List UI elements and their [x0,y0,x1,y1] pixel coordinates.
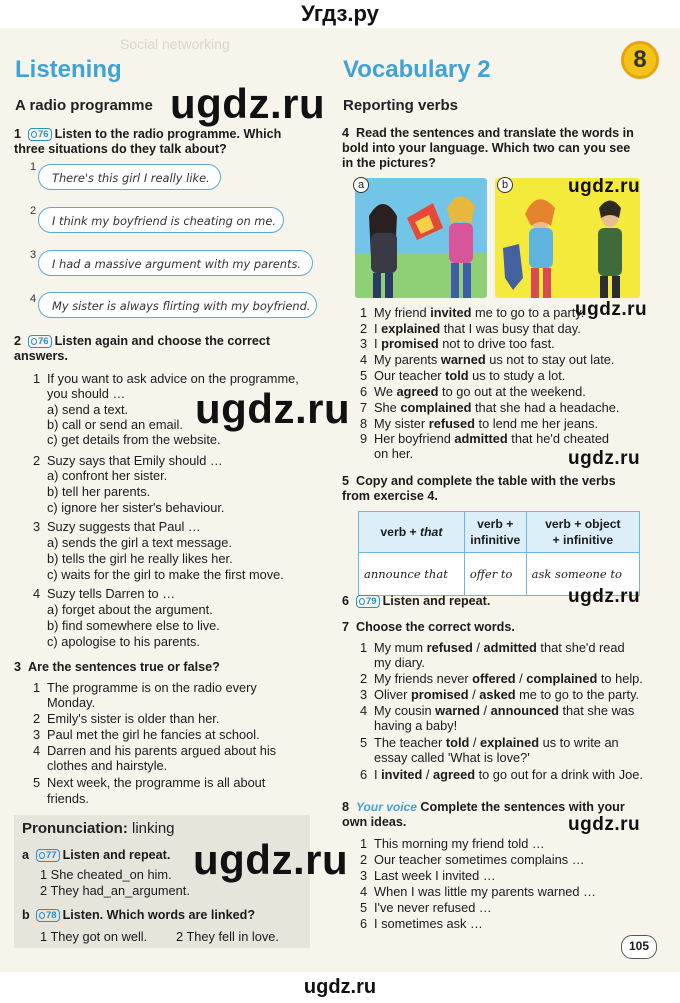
ex7-item: 3 Oliver promised / asked me to go to the party. [360,687,640,702]
ex6-instruction: 6 79 Listen and repeat. [342,594,491,608]
pron-a-item: 2 They had_an_argument. [40,883,190,898]
bubble-number: 2 [30,205,37,217]
pron-a-item: 1 She cheated_on him. [40,867,172,882]
site-header: Угдз.ру [301,1,379,26]
ex4-item: 6 We agreed to go out at the weekend. [360,384,586,399]
ex2-question: 2 Suzy says that Emily should … [33,453,223,468]
ex7-item-cont: essay called 'What is love?' [374,750,530,765]
ex1-instruction: 1 76 Listen to the radio programme. Which three situations do they talk about? [14,127,282,156]
ex7-item: 5 The teacher told / explained us to write an [360,735,619,750]
cd-track-icon: 78 [36,909,60,922]
ex3-item: 1 The programme is on the radio every [33,680,257,695]
ex7-item-cont: having a baby! [374,718,458,733]
speech-bubble: There's this girl I really like. [38,164,221,190]
ex2-option: a) forget about the argument. [47,602,213,617]
table-cell: ask someone to [526,553,639,596]
ex8-item: 1 This morning my friend told … [360,836,545,851]
ex3-item: 5 Next week, the programme is all about [33,775,266,790]
ex2-question: 1 If you want to ask advice on the programme, [33,371,299,386]
ex2-option: a) send a text. [47,402,129,417]
watermark: ugdz.ru [568,448,641,469]
pron-b-item: 1 They got on well. [40,929,148,944]
ex2-question: 4 Suzy tells Darren to … [33,586,176,601]
unit-badge: 8 [621,41,659,79]
cd-track-icon: 76 [28,128,52,141]
show-through-text: Social networking [120,36,230,52]
ex2-option: c) apologise to his parents. [47,634,200,649]
watermark: ugdz.ru [568,814,641,835]
ex2-option: c) ignore her sister's behaviour. [47,500,225,515]
watermark: ugdz.ru [568,586,641,607]
ex4-item: 8 My sister refused to lend me her jeans. [360,416,599,431]
ex2-option: b) call or send an email. [47,417,183,432]
ex2-option: b) find somewhere else to live. [47,618,220,633]
ex2-instruction: 2 76 Listen again and choose the correct answers. [14,334,271,363]
ex3-item-cont: friends. [47,791,89,806]
ex4-item: 2 I explained that I was busy that day. [360,321,581,336]
ex7-item: 6 I invited / agreed to go out for a drink with Joe. [360,767,643,782]
picture-label-a: a [353,177,369,193]
your-voice-label: Your voice [356,800,417,814]
ex4-item: 9 Her boyfriend admitted that he'd cheated [360,431,610,446]
picture-label-b: b [497,177,513,193]
section-title-listening: Listening [15,56,122,83]
table-header: verb + infinitive [464,512,526,553]
ex2-option: a) sends the girl a text message. [47,535,232,550]
watermark: ugdz.ru [568,176,641,197]
cd-track-icon: 77 [36,849,60,862]
table-header: verb + object + infinitive [526,512,639,553]
ex3-item: 3 Paul met the girl he fancies at school. [33,727,260,742]
table-cell: announce that [359,553,465,596]
ex7-instruction: 7 Choose the correct words. [342,620,515,634]
section-title-vocabulary: Vocabulary 2 [343,56,491,83]
speech-bubble: I had a massive argument with my parents. [38,250,313,276]
ex7-item: 2 My friends never offered / complained to help. [360,671,643,686]
page-number: 105 [621,935,657,959]
pron-b-item: 2 They fell in love. [176,929,279,944]
table-header: verb + that [359,512,465,553]
ex2-option: c) get details from the website. [47,432,221,447]
ex8-item: 5 I've never refused … [360,900,492,915]
ex7-item: 1 My mum refused / admitted that she'd read [360,640,625,655]
ex4-item: 3 I promised not to drive too fast. [360,336,555,351]
bubble-number: 3 [30,249,37,261]
people-illustration-a [355,178,487,298]
ex3-item-cont: clothes and hairstyle. [47,758,168,773]
bubble-number: 4 [30,293,37,305]
ex4-item: 7 She complained that she had a headache. [360,400,620,415]
ex5-instruction: 5 Copy and complete the table with the verbs from exercise 4. [342,474,616,503]
watermark: ugdz.ru [193,836,349,883]
ex3-item-cont: Monday. [47,695,96,710]
watermark: ugdz.ru [170,80,326,127]
ex2-option: b) tells the girl he really likes her. [47,551,233,566]
speech-bubble: I think my boyfriend is cheating on me. [38,207,284,233]
table-header-row [359,512,640,553]
speech-bubble: My sister is always flirting with my boyfriend. [38,292,317,318]
bubble-number: 1 [30,161,37,173]
ex7-item: 4 My cousin warned / announced that she was [360,703,635,718]
ex4-item: 5 Our teacher told us to study a lot. [360,368,566,383]
pron-a-instruction: a 77 Listen and repeat. [22,848,171,862]
watermark: ugdz.ru [575,299,648,320]
ex8-item: 6 I sometimes ask … [360,916,483,931]
ex3-instruction: 3 Are the sentences true or false? [14,660,220,674]
site-footer: ugdz.ru [303,976,377,998]
ex3-item: 4 Darren and his parents argued about his [33,743,277,758]
verb-table [358,511,640,596]
ex8-item: 2 Our teacher sometimes complains … [360,852,585,867]
ex2-question-cont: you should … [47,386,126,401]
ex8-instruction: 8 Your voice Complete the sentences with your own ideas. [342,800,625,829]
ex8-item: 4 When I was little my parents warned … [360,884,596,899]
pron-b-instruction: b 78 Listen. Which words are linked? [22,908,256,922]
table-cell: offer to [464,553,526,596]
ex4-item: 1 My friend invited me to go to a party. [360,305,585,320]
ex7-item-cont: my diary. [374,655,425,670]
cd-track-icon: 79 [356,595,380,608]
ex4-item: 4 My parents warned us not to stay out late. [360,352,615,367]
pronunciation-title: Pronunciation: linking [22,820,175,837]
ex2-option: c) waits for the girl to make the first move. [47,567,284,582]
ex2-question: 3 Suzy suggests that Paul … [33,519,201,534]
subtitle-radio-programme: A radio programme [15,97,153,114]
ex2-option: a) confront her sister. [47,468,168,483]
subtitle-reporting-verbs: Reporting verbs [343,97,459,114]
ex2-option: b) tell her parents. [47,484,151,499]
watermark: ugdz.ru [195,385,351,432]
ex3-item: 2 Emily's sister is older than her. [33,711,220,726]
ex8-item: 3 Last week I invited … [360,868,496,883]
cd-track-icon: 76 [28,335,52,348]
ex4-item-cont: on her. [374,446,414,461]
illustration-a [355,178,487,298]
ex4-instruction: 4 Read the sentences and translate the words in bold into your language. Which two can you see in the pictures? [342,126,634,170]
